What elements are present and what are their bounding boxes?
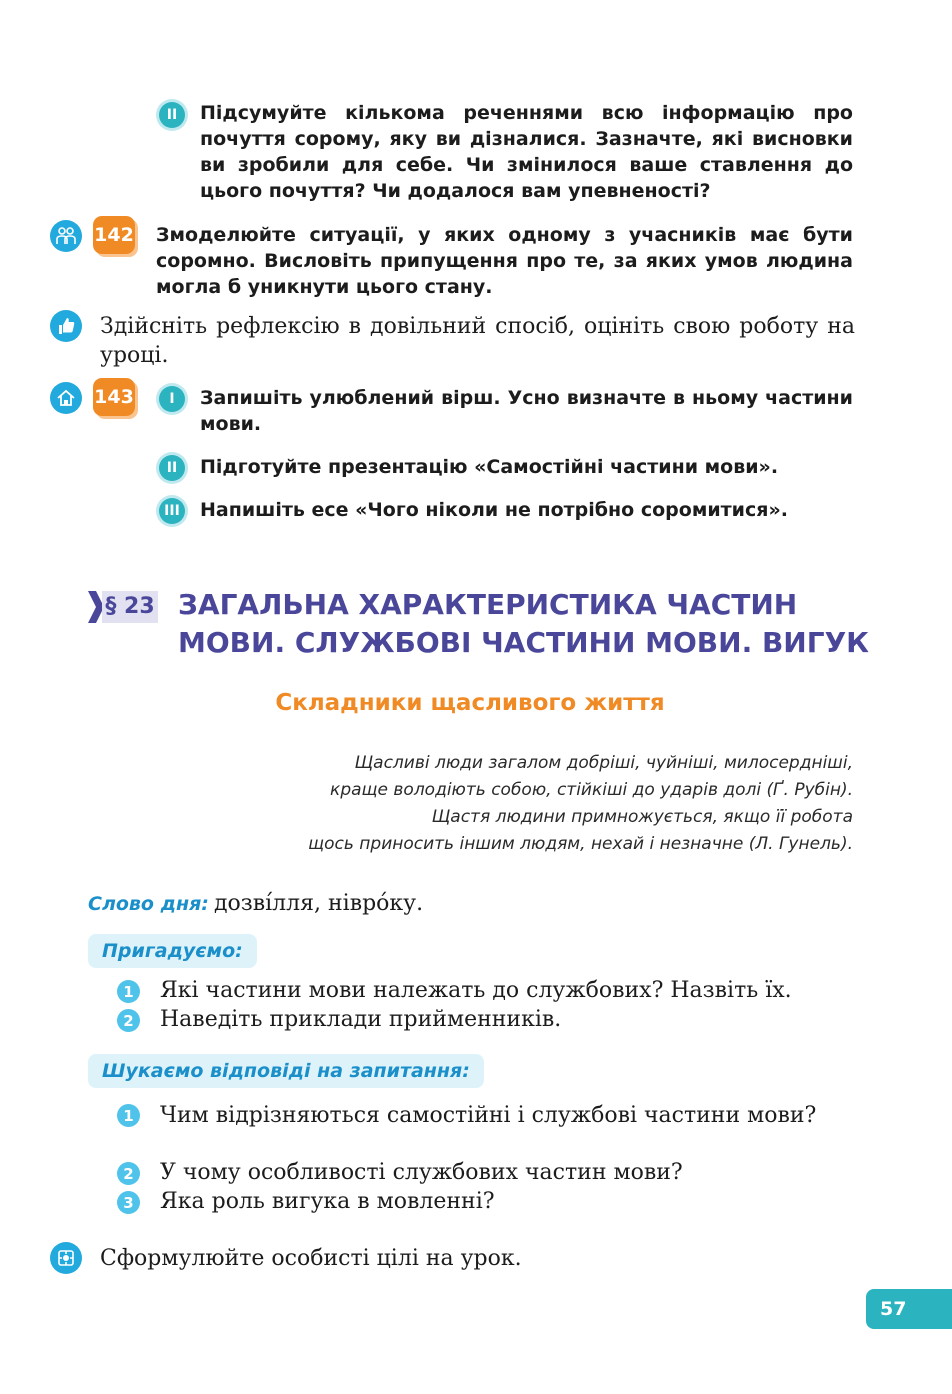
roman-badge: II bbox=[159, 102, 185, 128]
question-item: У чому особливості службових частин мови? bbox=[160, 1160, 683, 1185]
task-text: Запишіть улюблений вірш. Усно визначте в ньому частини мови. bbox=[200, 387, 853, 435]
thumbs-up-icon bbox=[50, 310, 82, 342]
questions-label: Шукаємо відповіді на запитання: bbox=[88, 1054, 484, 1088]
word-of-day-label: Слово дня: bbox=[88, 893, 209, 915]
section-title bbox=[178, 586, 869, 662]
roman-badge: I bbox=[159, 386, 185, 412]
recall-item: Які частини мови належать до службових? Назвіть їх. bbox=[160, 978, 792, 1003]
task-number-badge: 143 bbox=[93, 378, 135, 416]
word-of-day-text: дозві́лля, нівро́ку. bbox=[213, 891, 424, 916]
question-item: Чим відрізняються самостійні і службові частини мови? bbox=[160, 1103, 817, 1128]
word-of-day bbox=[88, 889, 423, 918]
epigraph bbox=[260, 750, 853, 858]
home-icon bbox=[50, 382, 82, 414]
recall-item: Наведіть приклади прийменників. bbox=[160, 1007, 562, 1032]
number-circle: 1 bbox=[117, 1104, 140, 1127]
task-text: Напишіть есе «Чого ніколи не потрібно соромитися». bbox=[200, 499, 788, 521]
section-number: § 23 bbox=[102, 591, 158, 623]
section-title-line: МОВИ. СЛУЖБОВІ ЧАСТИНИ МОВИ. ВИГУК bbox=[178, 626, 870, 659]
roman-badge: III bbox=[159, 498, 185, 524]
section-title-line: ЗАГАЛЬНА ХАРАКТЕРИСТИКА ЧАСТИН bbox=[178, 588, 798, 621]
epigraph-line: Щасливі люди загалом добріші, чуйніші, милосердніші, bbox=[354, 753, 853, 773]
number-circle: 1 bbox=[117, 980, 140, 1003]
goals-text: Сформулюйте особисті цілі на урок. bbox=[100, 1246, 522, 1271]
roman-badge: II bbox=[159, 455, 185, 481]
number-circle: 2 bbox=[117, 1162, 140, 1185]
task-number-badge: 142 bbox=[93, 216, 135, 254]
lesson-subtitle: Складники щасливого життя bbox=[275, 690, 665, 716]
epigraph-line: краще володіють собою, стійкіші до ударів долі (Ґ. Рубін). bbox=[330, 780, 853, 800]
number-circle: 3 bbox=[117, 1191, 140, 1214]
task-text: Підготуйте презентацію «Самостійні частини мови». bbox=[200, 456, 779, 478]
recall-label: Пригадуємо: bbox=[88, 934, 257, 968]
task-text: Змоделюйте ситуації, у яких одному з учасників має бути соромно. Висловіть припущення про те, за яких умов людина могла б уникнути цього стану. bbox=[156, 224, 853, 298]
epigraph-line: щось приносить іншим людям, нехай і незначне (Л. Гунель). bbox=[308, 834, 853, 854]
task-text: Підсумуйте кількома реченнями всю інформацію про почуття сорому, яку ви дізналися. Зазначте, які висновки ви зробили для себе. Чи змінилося ваше ставлення до цього почуття? Чи додалося вам упевненості? bbox=[200, 102, 853, 202]
page-number: 57 bbox=[866, 1289, 952, 1329]
number-circle: 2 bbox=[117, 1009, 140, 1032]
section-marker bbox=[88, 591, 158, 623]
group-work-icon bbox=[50, 220, 82, 252]
epigraph-line: Щастя людини примножується, якщо її робота bbox=[431, 807, 853, 827]
puzzle-target-icon bbox=[50, 1242, 82, 1274]
reflection-text: Здійсніть рефлексію в довільний спосіб, оцініть свою роботу на уроці. bbox=[100, 314, 855, 368]
question-item: Яка роль вигука в мовленні? bbox=[160, 1189, 495, 1214]
